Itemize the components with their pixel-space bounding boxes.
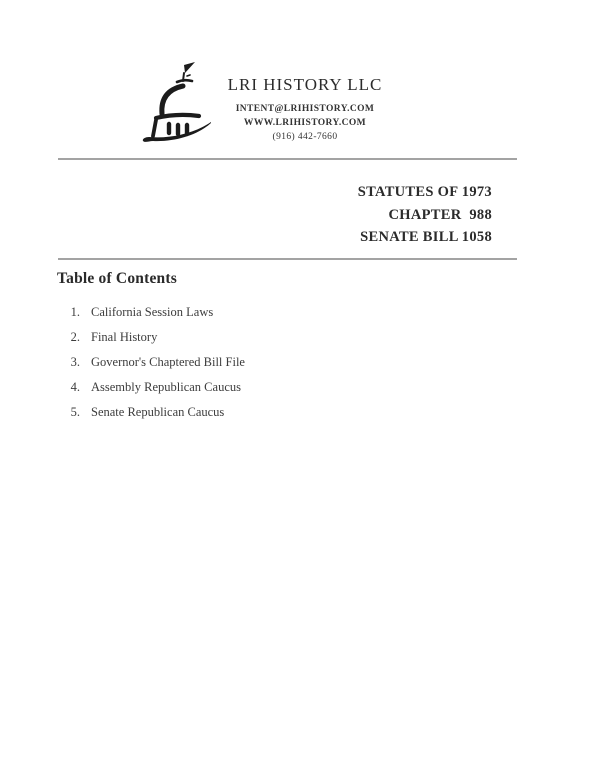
divider-bottom [58, 258, 517, 260]
letterhead [170, 75, 440, 144]
company-phone: (916) 442-7660 [272, 132, 338, 142]
toc-item-label: Senate Republican Caucus [91, 405, 225, 419]
toc-item-number: 2. [70, 330, 80, 344]
divider-top [58, 158, 517, 160]
statutes-year-line: STATUTES OF 1973 [357, 184, 492, 200]
company-website: WWW.LRIHISTORY.COM [243, 118, 367, 128]
statute-reference [358, 181, 492, 249]
toc-item [57, 305, 517, 319]
senate-bill-line: SENATE BILL 1058 [360, 229, 492, 245]
toc-item-number: 5. [70, 405, 80, 419]
toc-item-label: Assembly Republican Caucus [91, 380, 241, 394]
toc-title: Table of Contents [57, 270, 177, 287]
toc-item-label: Final History [91, 330, 158, 344]
toc-item-number: 3. [70, 355, 80, 369]
toc-item [57, 355, 517, 369]
toc-item-number: 1. [70, 305, 80, 319]
toc-list [57, 305, 517, 430]
toc-item [57, 330, 517, 344]
company-email: INTENT@LRIHISTORY.COM [235, 104, 375, 114]
chapter-line: CHAPTER 988 [388, 206, 492, 223]
company-name: LRI HISTORY LLC [227, 75, 383, 94]
toc-item-label: Governor's Chaptered Bill File [91, 355, 245, 369]
toc-item-number: 4. [70, 380, 80, 394]
toc-item [57, 380, 517, 394]
toc-item-label: California Session Laws [91, 305, 214, 319]
toc-item [57, 405, 517, 419]
